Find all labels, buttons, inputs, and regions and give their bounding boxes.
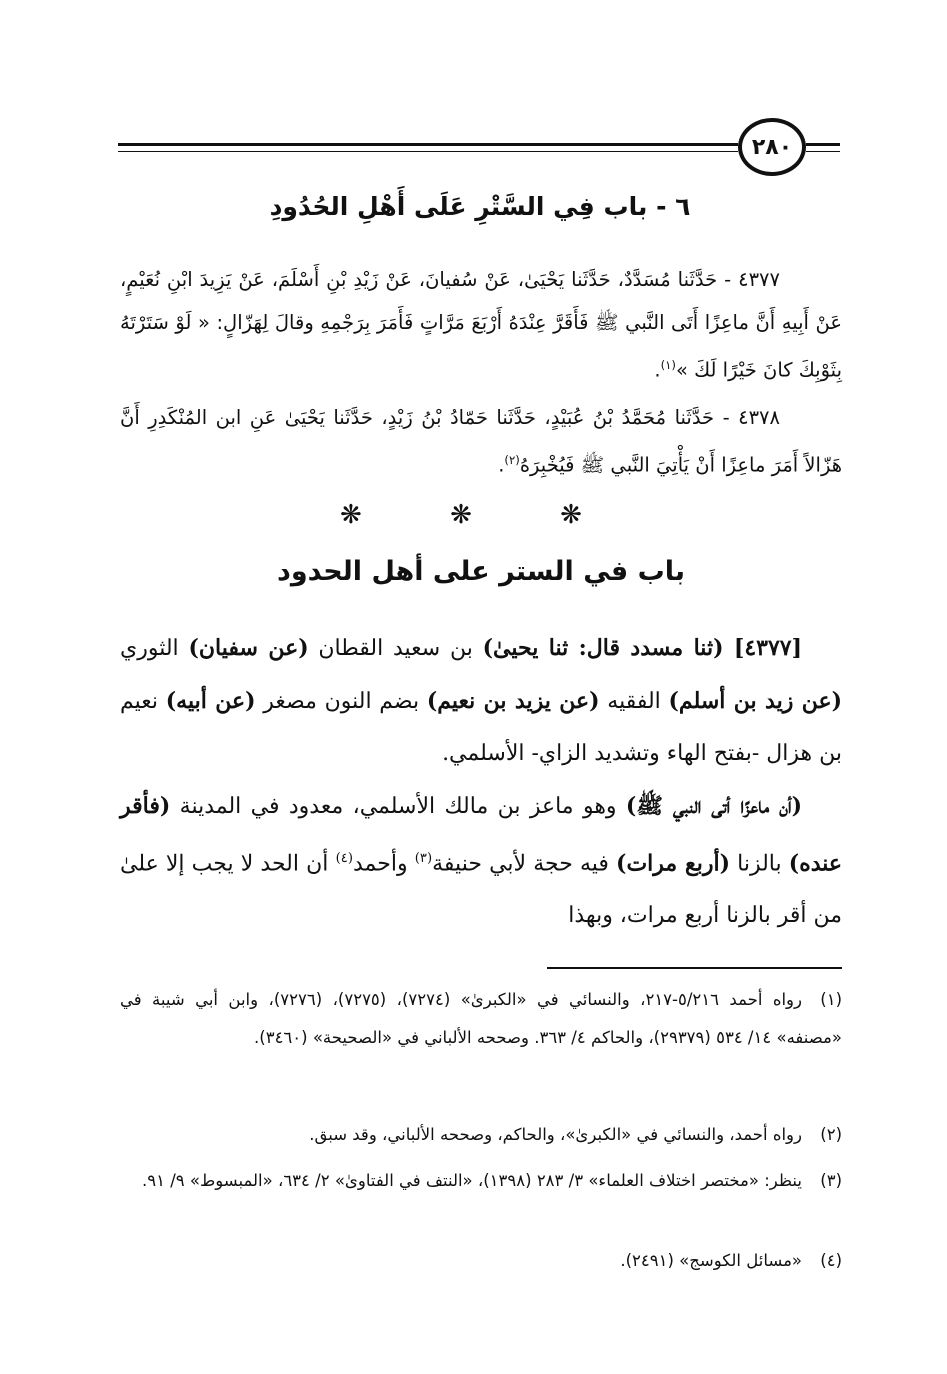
footnote-ref: (٣) xyxy=(414,851,433,866)
commentary-text: نعيم بن هزال -بفتح الهاء وتشديد الزاي- الأسلمي. xyxy=(120,689,842,766)
hadith-4377 xyxy=(120,258,842,392)
footnote-number: (٤) xyxy=(820,1251,842,1270)
commentary-text: وأحمد xyxy=(352,851,415,877)
chapter-title: ٦ - باب فِي السَّتْرِ عَلَى أَهْلِ الحُدُودِ xyxy=(269,192,691,221)
footnote-ref: (٢) xyxy=(504,453,520,467)
commentary-quote: (أن ماعزًا أتى النبي ﷺ) xyxy=(625,793,802,819)
page-number: ٢٨٠ xyxy=(751,134,793,160)
commentary-quote: (عن يزيد بن نعيم) xyxy=(426,688,600,714)
hadith-text: ٤٣٧٨ - حَدَّثَنا مُحَمَّدُ بْنُ عُبَيْدٍ، حَدَّثَنا حَمّادُ بْنُ زَيْدٍ، حَدَّثَنا يَحْيَىٰ عَنِ ابن المُنْكَدِرِ أَنَّ هَزّالاً أَمَرَ ماعِزًا أَنْ يَأْتِيَ النَّبي ﷺ فَيُخْبِرَهُ xyxy=(120,406,842,477)
commentary-text: بالزنا xyxy=(730,851,789,877)
section-title: باب في الستر على أهل الحدود xyxy=(276,556,686,587)
commentary-quote: (عن زيد بن أسلم) xyxy=(668,688,843,714)
commentary-quote: [٤٣٧٧] (ثنا مسدد قال: ثنا يحيىٰ) xyxy=(482,635,803,661)
commentary-paragraph xyxy=(120,780,842,942)
commentary-quote: (عن سفيان) xyxy=(188,635,309,661)
section-separator: ❋ ❋ ❋ xyxy=(340,500,622,530)
footnote-separator xyxy=(547,967,842,969)
commentary-text: الثوري xyxy=(120,636,189,661)
commentary-text: أن الحد لا يجب إلا علىٰ من أقر بالزنا أربع مرات، وبهذا xyxy=(120,851,842,929)
commentary-text: وهو ماعز بن مالك الأسلمي، معدود في المدينة xyxy=(170,794,626,819)
footnote-text: رواه أحمد ٥/٢١٦-٢١٧، والنسائي في «الكبرىٰ» (٧٢٧٤)، (٧٢٧٥)، (٧٢٧٦)، وابن أبي شيبة في «مصنفه» ١٤/ ٥٣٤ (٢٩٣٧٩)، والحاكم ٤/ ٣٦٣. وصححه الألباني في «الصحيحة» (٣٤٦٠). xyxy=(120,990,842,1047)
commentary-quote: (فأقر عنده) xyxy=(120,793,843,877)
hadith-end: . xyxy=(498,453,505,477)
commentary-text: فيه حجة لأبي حنيفة xyxy=(432,851,617,877)
footnote-text: «مسائل الكوسج» (٢٤٩١). xyxy=(620,1251,802,1270)
commentary-paragraph xyxy=(120,622,842,780)
hadith-4378 xyxy=(120,396,842,487)
header-rule xyxy=(118,143,738,152)
footnote-2 xyxy=(120,1116,842,1154)
header-rule-end xyxy=(806,143,840,152)
footnote-1 xyxy=(120,981,842,1057)
footnote-ref: (٤) xyxy=(335,851,353,866)
footnote-text: رواه أحمد، والنسائي في «الكبرىٰ»، والحاكم، وصححه الألباني، وقد سبق. xyxy=(309,1125,802,1144)
commentary-text: بن سعيد القطان xyxy=(308,636,483,661)
footnote-ref: (١) xyxy=(660,358,676,372)
hadith-end: . xyxy=(654,358,661,382)
commentary-quote: (عن أبيه) xyxy=(165,688,256,714)
commentary-quote: (أربع مرات) xyxy=(616,850,730,877)
footnote-number: (٢) xyxy=(820,1125,842,1144)
hadith-text: ٤٣٧٧ - حَدَّثَنا مُسَدَّدٌ، حَدَّثَنا يَحْيَىٰ، عَنْ سُفيانَ، عَنْ زَيْدِ بْنِ أَسْلَمَ، عَنْ يَزِيدَ ابْنِ نُعَيْمٍ، عَنْ أَبِيهِ أَنَّ ماعِزًا أَتَى النَّبي ﷺ فَأَقَرَّ عِنْدَهُ أَرْبَعَ مَرَّاتٍ فَأَمَرَ بِرَجْمِهِ وقالَ لِهَزّالٍ: « لَوْ سَتَرْتَهُ بِثَوْبِكَ كانَ خَيْرًا لَكَ » xyxy=(120,268,842,382)
commentary-text: بضم النون مصغر xyxy=(255,689,427,714)
footnote-number: (١) xyxy=(820,990,842,1009)
page-number-badge xyxy=(738,118,806,176)
footnote-text: ينظر: «مختصر اختلاف العلماء» ٣/ ٢٨٣ (١٣٩٨)، «النتف في الفتاوىٰ» ٢/ ٦٣٤، «المبسوط» ٩/ ٩١. xyxy=(142,1171,802,1190)
footnote-3 xyxy=(120,1162,842,1200)
commentary-text: الفقيه xyxy=(599,689,669,714)
footnote-number: (٣) xyxy=(820,1171,842,1190)
footnote-4 xyxy=(120,1242,842,1280)
